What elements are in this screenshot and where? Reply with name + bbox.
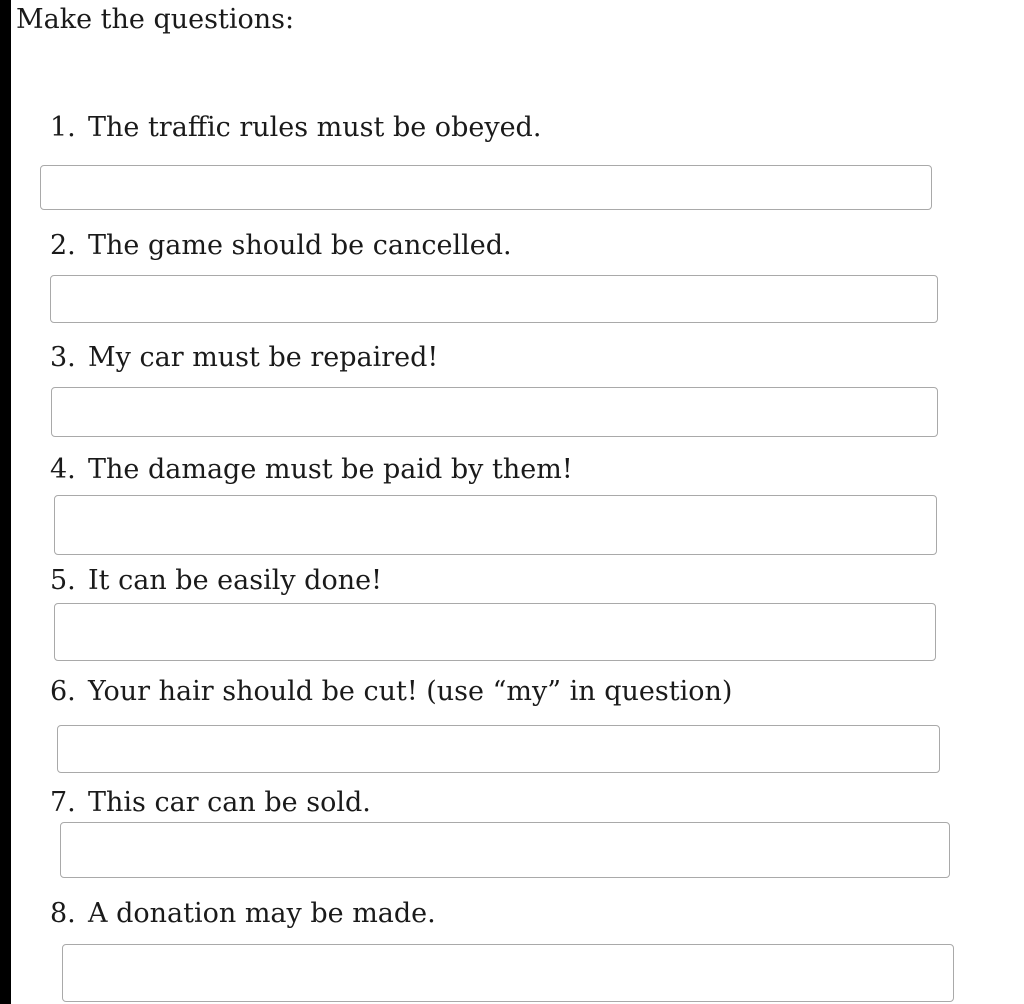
question-2 xyxy=(50,228,512,264)
question-text: Your hair should be cut! (use “my” in question) xyxy=(88,676,733,707)
left-edge-bar xyxy=(0,0,11,1004)
answer-input-6[interactable] xyxy=(57,725,940,773)
question-number: 1. xyxy=(50,112,76,143)
question-text: My car must be repaired! xyxy=(88,342,439,373)
question-number: 3. xyxy=(50,342,76,373)
answer-input-4[interactable] xyxy=(54,495,937,555)
answer-input-1[interactable] xyxy=(40,165,932,210)
question-1 xyxy=(50,110,541,146)
question-6 xyxy=(50,674,732,710)
question-number: 7. xyxy=(50,787,76,818)
question-number: 6. xyxy=(50,676,76,707)
answer-input-7[interactable] xyxy=(60,822,950,878)
question-8 xyxy=(50,896,436,932)
answer-input-8[interactable] xyxy=(62,944,954,1002)
question-text: A donation may be made. xyxy=(88,898,436,929)
question-4 xyxy=(50,452,573,488)
question-text: The traffic rules must be obeyed. xyxy=(88,112,542,143)
question-text: It can be easily done! xyxy=(88,565,382,596)
question-3 xyxy=(50,340,438,376)
question-number: 4. xyxy=(50,454,76,485)
question-text: This car can be sold. xyxy=(88,787,371,818)
question-number: 8. xyxy=(50,898,76,929)
page-title: Make the questions: xyxy=(16,4,295,35)
question-number: 5. xyxy=(50,565,76,596)
answer-input-5[interactable] xyxy=(54,603,936,661)
question-7 xyxy=(50,785,371,821)
question-5 xyxy=(50,563,382,599)
question-text: The damage must be paid by them! xyxy=(88,454,573,485)
answer-input-2[interactable] xyxy=(50,275,938,323)
question-text: The game should be cancelled. xyxy=(88,230,512,261)
answer-input-3[interactable] xyxy=(51,387,938,437)
question-number: 2. xyxy=(50,230,76,261)
